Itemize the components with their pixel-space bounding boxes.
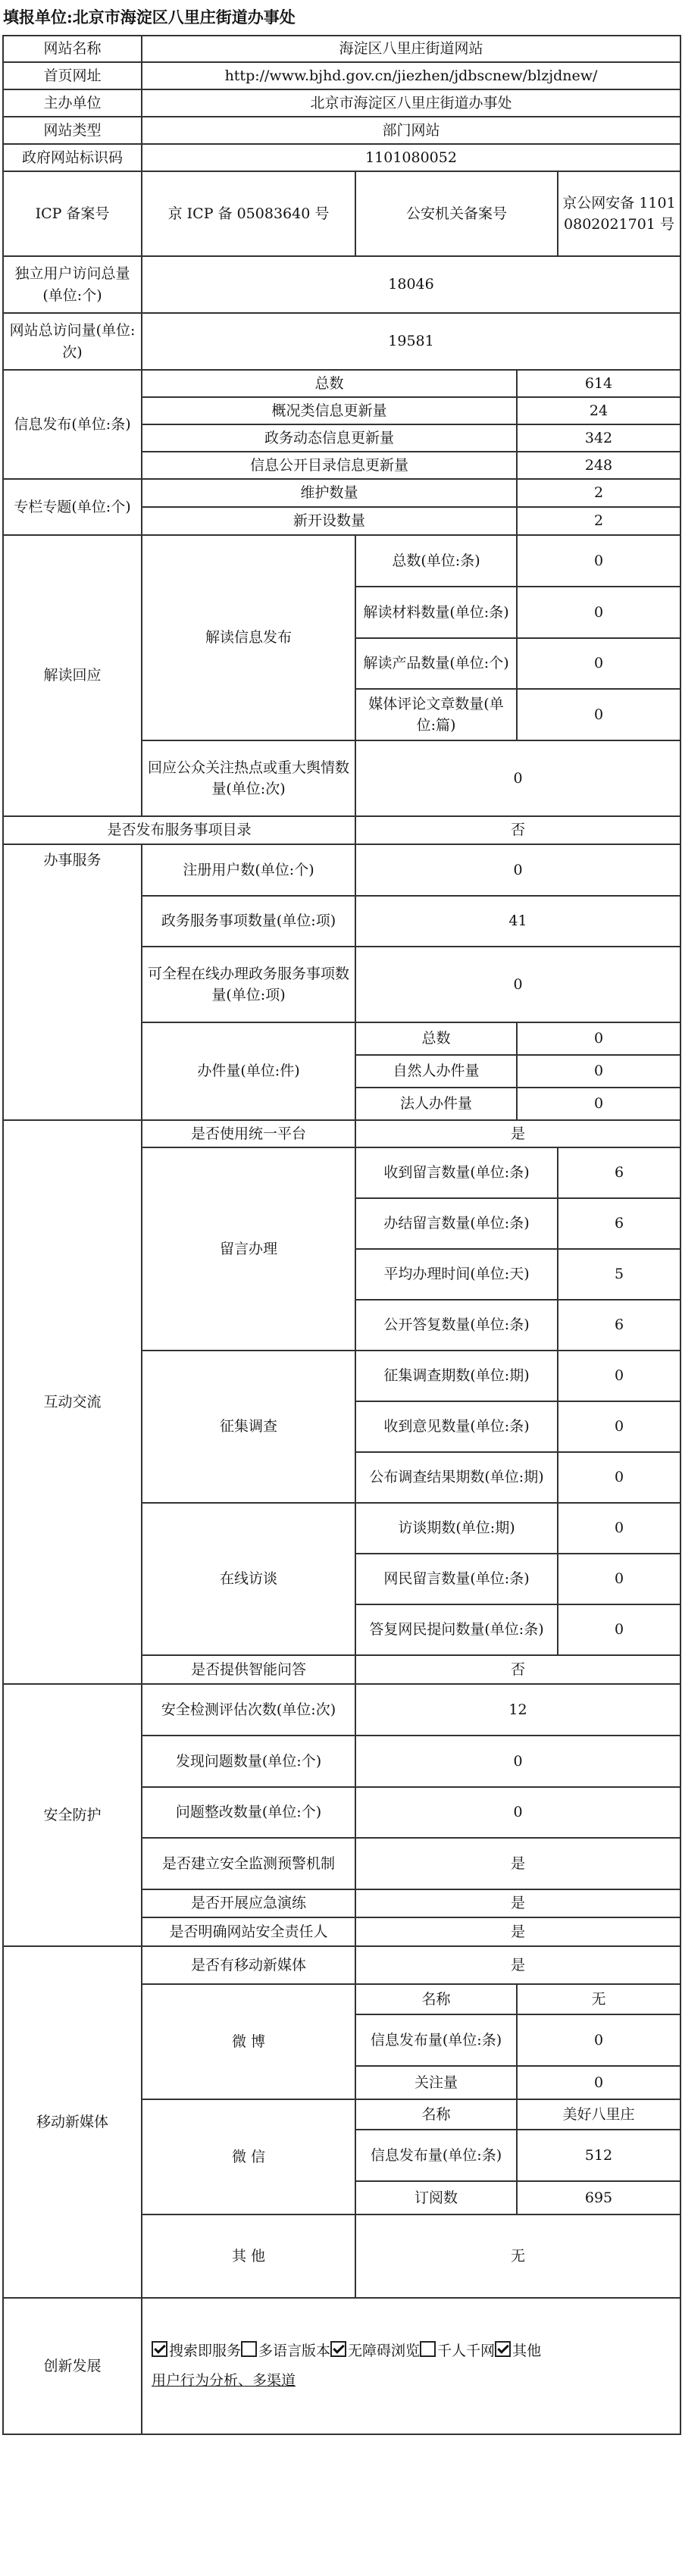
platform-label: 是否使用统一平台 [142,1120,355,1147]
interpret-product: 0 [517,638,680,689]
handle-total: 0 [517,1022,680,1055]
uv-label: 独立用户访问总量(单位:个) [3,256,142,313]
checkbox-icon[interactable] [330,2341,346,2357]
msg-pub-label: 公开答复数量(单位:条) [355,1300,558,1351]
innovation-option[interactable] [330,2343,420,2359]
sec-resp-label: 是否明确网站安全责任人 [142,1917,355,1946]
column-new-label: 新开设数量 [142,507,517,535]
sec-checks: 12 [355,1684,680,1736]
innovation-option[interactable] [495,2343,541,2359]
column-new: 2 [517,507,680,535]
msg-done-label: 办结留言数量(单位:条) [355,1198,558,1249]
survey-opinions: 0 [558,1401,680,1452]
interpret-material-label: 解读材料数量(单位:条) [355,587,517,638]
innovation-option-label: 千人千网 [437,2343,496,2360]
info-total: 614 [517,370,680,397]
innovation-option-label: 多语言版本 [258,2343,331,2360]
talk-msgs-label: 网民留言数量(单位:条) [355,1554,558,1604]
gov-code-label: 政府网站标识码 [3,144,142,171]
service-online-label: 可全程在线办理政务服务事项数量(单位:项) [142,947,355,1022]
home-url: http://www.bjhd.gov.cn/jiezhen/jdbscnew/blzjdnew/ [142,62,680,89]
wechat-label: 微 信 [142,2099,355,2214]
site-type: 部门网站 [142,117,680,144]
info-total-label: 总数 [142,370,517,397]
home-url-label: 首页网址 [3,62,142,89]
weibo-follow: 0 [517,2066,680,2099]
icp-label: ICP 备案号 [3,171,142,256]
innovation-option-label: 其他 [512,2343,542,2360]
weibo-label: 微 博 [142,1984,355,2099]
checkbox-icon[interactable] [241,2341,257,2357]
handle-corp: 0 [517,1088,680,1120]
msg-recv-label: 收到留言数量(单位:条) [355,1147,558,1198]
innovation-option[interactable] [152,2343,241,2359]
info-dynamic: 342 [517,424,680,452]
column-label: 专栏专题(单位:个) [3,479,142,535]
survey-results: 0 [558,1452,680,1503]
interpret-respond-label: 回应公众关注热点或重大舆情数量(单位:次) [142,740,355,816]
service-reg-label: 注册用户数(单位:个) [142,844,355,896]
interpret-label: 解读回应 [3,535,142,816]
gov-code: 1101080052 [142,144,680,171]
interpret-media-label: 媒体评论文章数量(单位:篇) [355,689,517,740]
innovation-other-text: 用户行为分析、多渠道 [152,2372,296,2389]
wechat-pub-label: 信息发布量(单位:条) [355,2130,517,2181]
site-type-label: 网站类型 [3,117,142,144]
msg-pub: 6 [558,1300,680,1351]
ai-label: 是否提供智能问答 [142,1655,355,1684]
survey-periods-label: 征集调查期数(单位:期) [355,1351,558,1401]
interpret-total: 0 [517,535,680,587]
service-catalog: 否 [355,816,680,844]
report-table [2,35,681,2435]
survey-results-label: 公布调查结果期数(单位:期) [355,1452,558,1503]
column-maintain-label: 维护数量 [142,479,517,507]
pv: 19581 [142,313,680,370]
survey-periods: 0 [558,1351,680,1401]
info-catalog: 248 [517,452,680,479]
interpret-publish-label: 解读信息发布 [142,535,355,740]
service-reg: 0 [355,844,680,896]
talk-answers-label: 答复网民提问数量(单位:条) [355,1604,558,1655]
report-unit: 填报单位:北京市海淀区八里庄街道办事处 [3,8,296,27]
sec-monitor: 是 [355,1838,680,1889]
service-items: 41 [355,896,680,947]
handle-corp-label: 法人办件量 [355,1088,517,1120]
talk-answers: 0 [558,1604,680,1655]
interpret-product-label: 解读产品数量(单位:个) [355,638,517,689]
msg-done: 6 [558,1198,680,1249]
wechat-name-label: 名称 [355,2099,517,2130]
sec-fixed: 0 [355,1787,680,1838]
service-catalog-label: 是否发布服务事项目录 [3,816,355,844]
service-label: 办事服务 [3,844,142,1120]
innovation-option-label: 无障碍浏览 [348,2343,421,2360]
innovation-options [142,2298,680,2434]
handle-person: 0 [517,1055,680,1088]
icp: 京 ICP 备 05083640 号 [142,171,355,256]
sec-drill: 是 [355,1889,680,1917]
ai: 否 [355,1655,680,1684]
msg-recv: 6 [558,1147,680,1198]
sec-found-label: 发现问题数量(单位:个) [142,1736,355,1787]
mobile-other-label: 其 他 [142,2214,355,2298]
talk-periods: 0 [558,1503,680,1554]
talk-label: 在线访谈 [142,1503,355,1655]
innovation-option-label: 搜索即服务 [169,2343,242,2360]
interpret-media: 0 [517,689,680,740]
mobile-has-label: 是否有移动新媒体 [142,1946,355,1984]
info-catalog-label: 信息公开目录信息更新量 [142,452,517,479]
handle-person-label: 自然人办件量 [355,1055,517,1088]
mobile-has: 是 [355,1946,680,1984]
msg-avg: 5 [558,1249,680,1300]
host-unit-label: 主办单位 [3,89,142,117]
wechat-sub-label: 订阅数 [355,2181,517,2214]
talk-msgs: 0 [558,1554,680,1604]
sec-fixed-label: 问题整改数量(单位:个) [142,1787,355,1838]
interpret-material: 0 [517,587,680,638]
column-maintain: 2 [517,479,680,507]
interpret-respond: 0 [355,740,680,816]
weibo-name-label: 名称 [355,1984,517,2014]
sec-resp: 是 [355,1917,680,1946]
info-label: 信息发布(单位:条) [3,370,142,479]
weibo-name: 无 [517,1984,680,2014]
talk-periods-label: 访谈期数(单位:期) [355,1503,558,1554]
site-name-label: 网站名称 [3,36,142,62]
sec-found: 0 [355,1736,680,1787]
innovation-option[interactable] [241,2343,330,2359]
checkbox-icon[interactable] [420,2341,436,2357]
weibo-pub-label: 信息发布量(单位:条) [355,2014,517,2066]
service-handle-label: 办件量(单位:件) [142,1022,355,1120]
service-online: 0 [355,947,680,1022]
interact-label: 互动交流 [3,1120,142,1684]
innovation-label: 创新发展 [3,2298,142,2434]
uv: 18046 [142,256,680,313]
psb-label: 公安机关备案号 [355,171,558,256]
platform: 是 [355,1120,680,1147]
wechat-pub: 512 [517,2130,680,2181]
survey-opinions-label: 收到意见数量(单位:条) [355,1401,558,1452]
wechat-sub: 695 [517,2181,680,2214]
security-label: 安全防护 [3,1684,142,1946]
wechat-name: 美好八里庄 [517,2099,680,2130]
mobile-label: 移动新媒体 [3,1946,142,2298]
info-overview-label: 概况类信息更新量 [142,397,517,424]
sec-checks-label: 安全检测评估次数(单位:次) [142,1684,355,1736]
sec-drill-label: 是否开展应急演练 [142,1889,355,1917]
handle-total-label: 总数 [355,1022,517,1055]
psb: 京公网安备 11010802021701 号 [558,171,680,256]
msg-avg-label: 平均办理时间(单位:天) [355,1249,558,1300]
survey-label: 征集调查 [142,1351,355,1503]
weibo-follow-label: 关注量 [355,2066,517,2099]
mobile-other: 无 [355,2214,680,2298]
sec-monitor-label: 是否建立安全监测预警机制 [142,1838,355,1889]
innovation-option[interactable] [420,2343,495,2359]
interpret-total-label: 总数(单位:条) [355,535,517,587]
info-overview: 24 [517,397,680,424]
site-name: 海淀区八里庄街道网站 [142,36,680,62]
pv-label: 网站总访问量(单位:次) [3,313,142,370]
checkbox-icon[interactable] [152,2341,167,2357]
weibo-pub: 0 [517,2014,680,2066]
checkbox-icon[interactable] [495,2341,511,2357]
info-dynamic-label: 政务动态信息更新量 [142,424,517,452]
msg-label: 留言办理 [142,1147,355,1351]
service-items-label: 政务服务事项数量(单位:项) [142,896,355,947]
host-unit: 北京市海淀区八里庄街道办事处 [142,89,680,117]
